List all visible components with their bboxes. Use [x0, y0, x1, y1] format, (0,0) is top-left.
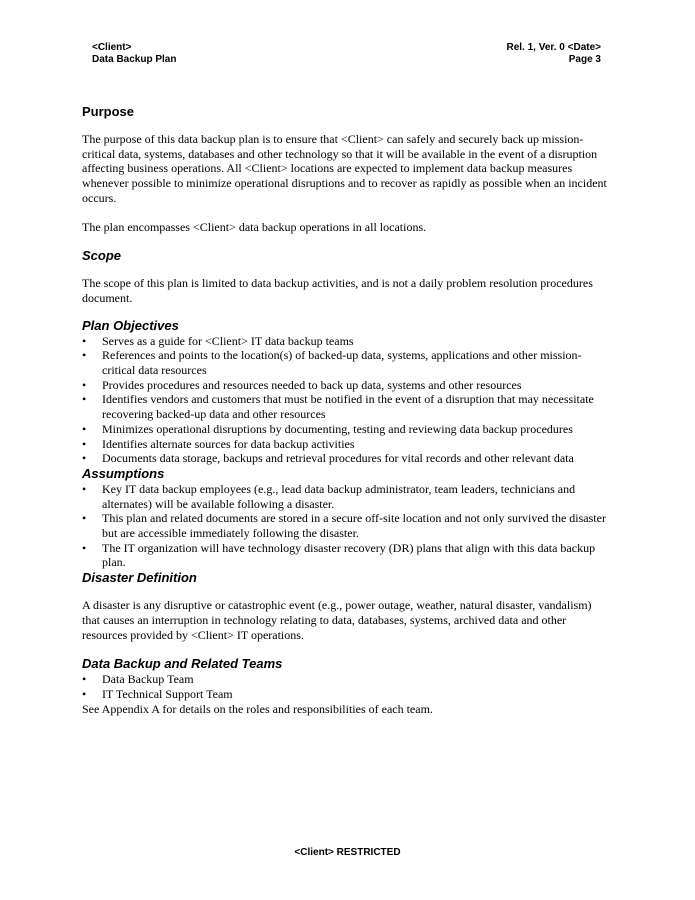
assumptions-list [82, 482, 612, 570]
disaster-definition-paragraph: A disaster is any disruptive or catastrophic event (e.g., power outage, weather, natural disaster, vandalism) that causes an interruption in technology relating to data, databases, systems, archived data and other resources provided by <Client> IT operations. [82, 598, 592, 642]
list-item: • Identifies vendors and customers that must be notified in the event of a disruption that may necessitate recovering backed-up data and other resources [82, 392, 612, 421]
footer-classification: <Client> RESTRICTED [294, 847, 401, 858]
teams-heading: Data Backup and Related Teams [82, 656, 283, 672]
list-item: • Identifies alternate sources for data backup activities [82, 437, 612, 452]
assumptions-heading: Assumptions [82, 465, 165, 481]
list-item: • Serves as a guide for <Client> IT data backup teams [82, 334, 612, 349]
purpose-paragraph: The purpose of this data backup plan is to ensure that <Client> can safely and securely back up mission-critical data, systems, databases and other technology so that it will be available in the event of a disruption affecting business operations. All <Client> locations are expected to implement data backup measures whenever possible to minimize operational disruptions and to recover as rapidly as possible when an incident occurs. [82, 132, 607, 205]
list-item: • The IT organization will have technology disaster recovery (DR) plans that align with this data backup plan. [82, 541, 612, 570]
header-client: <Client> [92, 42, 132, 53]
list-item: • Provides procedures and resources needed to back up data, systems and other resources [82, 378, 612, 393]
list-item: • This plan and related documents are stored in a secure off-site location and not only survived the disaster but are accessible immediately following the disaster. [82, 511, 612, 540]
teams-list [82, 672, 612, 701]
purpose-paragraph-2: The plan encompasses <Client> data backup operations in all locations. [82, 219, 427, 234]
document-body [82, 104, 612, 730]
header-page-number: Page 3 [568, 54, 601, 65]
header-doc-title: Data Backup Plan [92, 54, 177, 65]
header-release: Rel. 1, Ver. 0 <Date> [506, 42, 601, 53]
header-right [506, 42, 601, 66]
disaster-definition-heading: Disaster Definition [82, 570, 197, 586]
teams-note: See Appendix A for details on the roles and responsibilities of each team. [82, 701, 433, 716]
objectives-list [82, 334, 612, 466]
scope-heading: Scope [82, 248, 122, 264]
objectives-heading: Plan Objectives [82, 317, 179, 333]
purpose-heading: Purpose [82, 104, 135, 119]
list-item: • Data Backup Team [82, 672, 612, 687]
list-item: • Minimizes operational disruptions by documenting, testing and reviewing data backup procedures [82, 422, 612, 437]
list-item: • References and points to the location(s) of backed-up data, systems, applications and other mission-critical data resources [82, 348, 612, 377]
list-item: • Key IT data backup employees (e.g., lead data backup administrator, team leaders, technicians and alternates) will be available following a disaster. [82, 482, 612, 511]
list-item: • Documents data storage, backups and retrieval procedures for vital records and other relevant data [82, 451, 612, 466]
header-left [92, 42, 176, 66]
scope-paragraph: The scope of this plan is limited to data backup activities, and is not a daily problem resolution procedures document. [82, 276, 593, 305]
list-item: • IT Technical Support Team [82, 687, 612, 702]
